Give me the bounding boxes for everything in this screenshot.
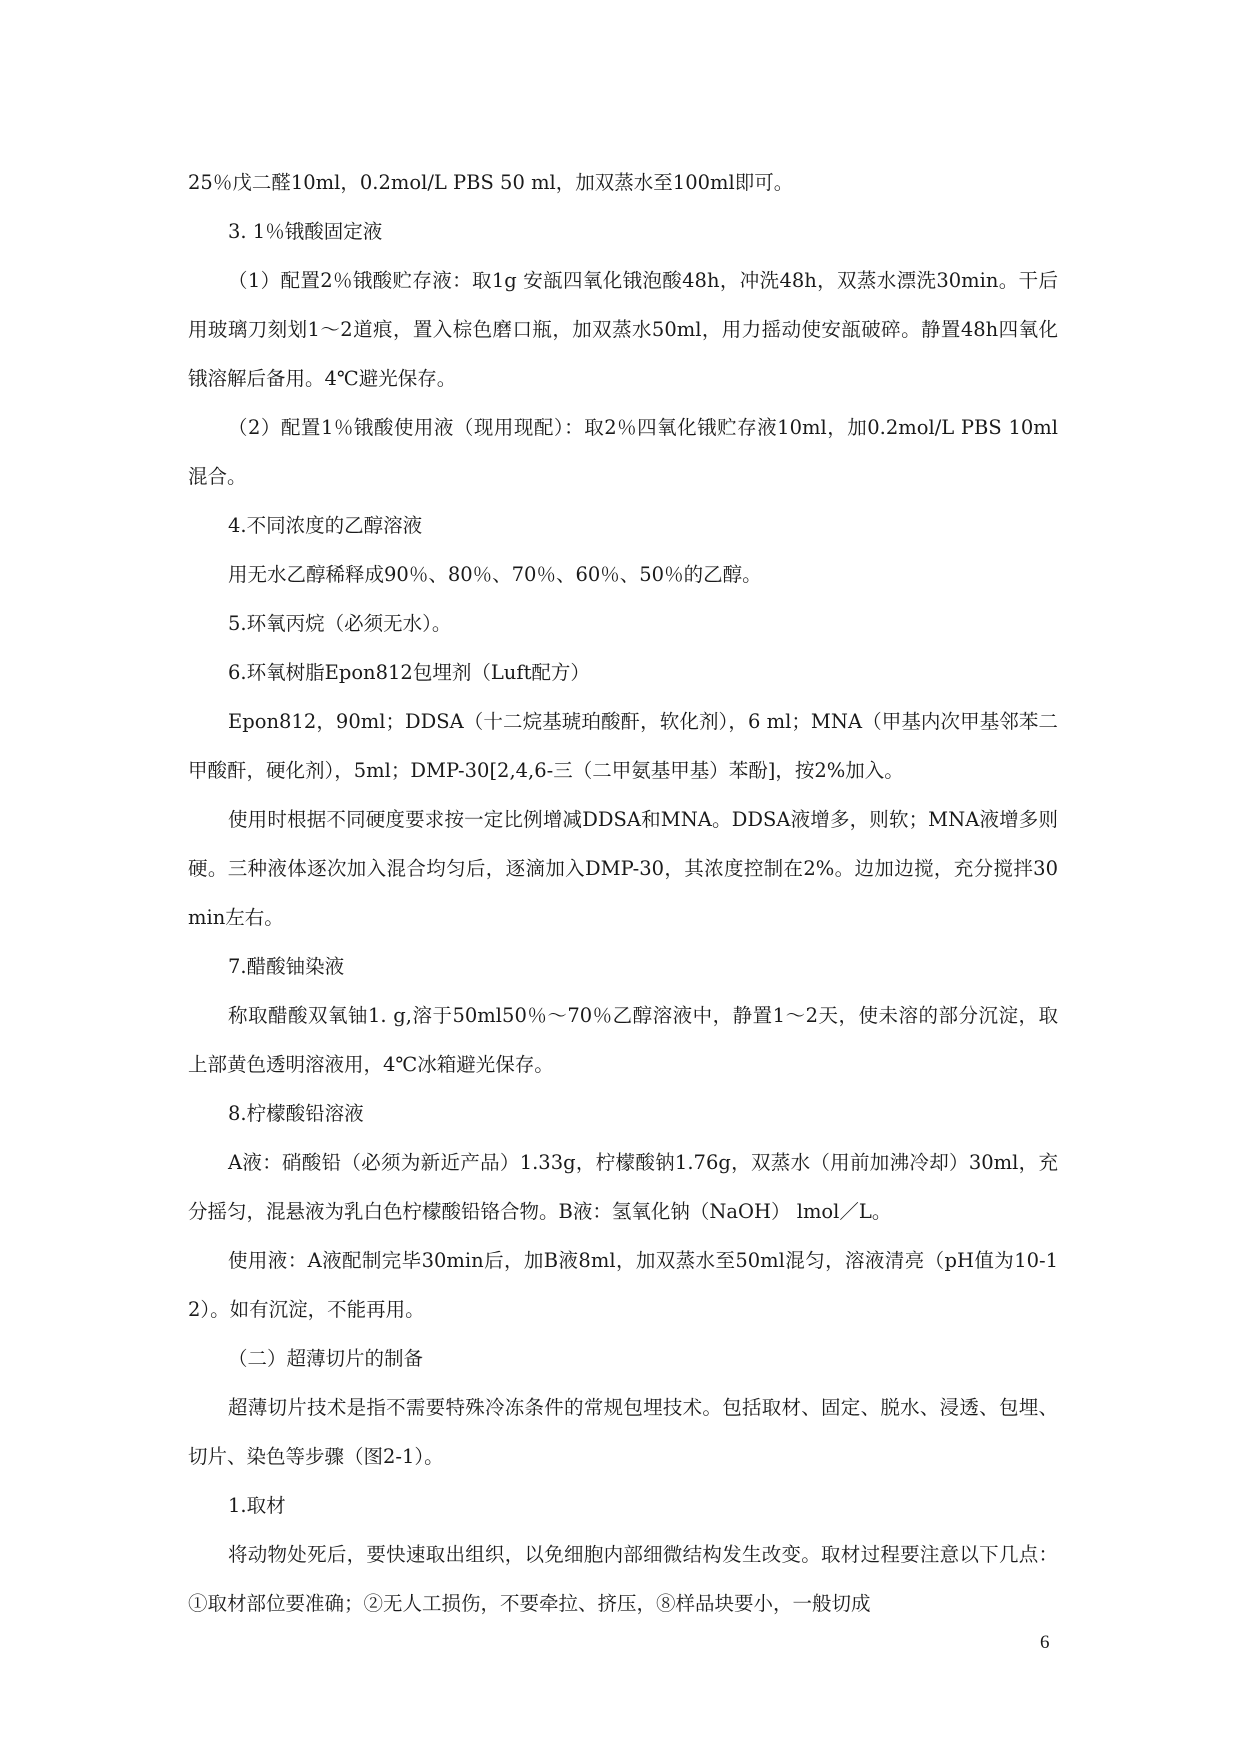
paragraph: 超薄切片技术是指不需要特殊冷冻条件的常规包埋技术。包括取材、固定、脱水、浸透、包埋、切片、染色等步骤（图2-1）。 (188, 1396, 1058, 1468)
section-heading: 1.取材 (228, 1494, 286, 1517)
section-heading: 8.柠檬酸铅溶液 (228, 1102, 364, 1125)
paragraph: （2）配置1％锇酸使用液（现用现配）：取2％四氧化锇贮存液10ml，加0.2mol/L PBS 10ml混合。 (188, 416, 1058, 488)
section-heading: 7.醋酸铀染液 (228, 955, 345, 978)
section-heading: 5.环氧丙烷（必须无水）。 (228, 612, 452, 635)
paragraph: 使用时根据不同硬度要求按一定比例增减DDSA和MNA。DDSA液增多，则软；MNA液增多则硬。三种液体逐次加入混合均匀后，逐滴加入DMP-30，其浓度控制在2%。边加边搅，充分搅拌30min左右。 (188, 808, 1058, 929)
paragraph: （1）配置2％锇酸贮存液：取1g 安瓿四氧化锇泡酸48h，冲洗48h，双蒸水漂洗30min。干后用玻璃刀刻划1～2道痕，置入棕色磨口瓶，加双蒸水50ml，用力摇动使安瓿破碎。静置48h四氧化锇溶解后备用。4℃避光保存。 (188, 269, 1058, 390)
section-heading: 3. 1％锇酸固定液 (228, 220, 383, 243)
section-heading: 6.环氧树脂Epon812包埋剂（Luft配方） (228, 661, 590, 684)
paragraph: 使用液：A液配制完毕30min后，加B液8ml，加双蒸水至50ml混匀，溶液清亮（pH值为10-12）。如有沉淀，不能再用。 (188, 1249, 1058, 1321)
section-heading: 4.不同浓度的乙醇溶液 (228, 514, 423, 537)
section-heading: （二）超薄切片的制备 (228, 1347, 424, 1370)
paragraph: A液：硝酸铅（必须为新近产品）1.33g，柠檬酸钠1.76g，双蒸水（用前加沸冷却）30ml，充分摇匀，混悬液为乳白色柠檬酸铅铬合物。B液：氢氧化钠（NaOH） lmol／L。 (188, 1151, 1058, 1223)
body-text (188, 158, 1058, 1628)
section-heading: 用无水乙醇稀释成90％、80％、70％、60％、50％的乙醇。 (228, 563, 762, 586)
paragraph: 称取醋酸双氧铀1. g,溶于50ml50％～70％乙醇溶液中，静置1～2天，使未溶的部分沉淀，取上部黄色透明溶液用，4℃冰箱避光保存。 (188, 1004, 1058, 1076)
paragraph: Epon812，90ml；DDSA（十二烷基琥珀酸酐，软化剂），6 ml；MNA（甲基内次甲基邻苯二甲酸酐，硬化剂），5ml；DMP-30[2,4,6-三（二甲氨基甲基）苯酚]，按2%加入。 (188, 710, 1058, 782)
page-number: 6 (1040, 1632, 1050, 1653)
paragraph: 25％戊二醛10ml，0.2mol/L PBS 50 ml，加双蒸水至100ml即可。 (188, 171, 794, 194)
paragraph: 将动物处死后，要快速取出组织，以免细胞内部细微结构发生改变。取材过程要注意以下几点：①取材部位要准确；②无人工损伤，不要牵拉、挤压，⑧样品块要小，一般切成 (188, 1543, 1058, 1615)
